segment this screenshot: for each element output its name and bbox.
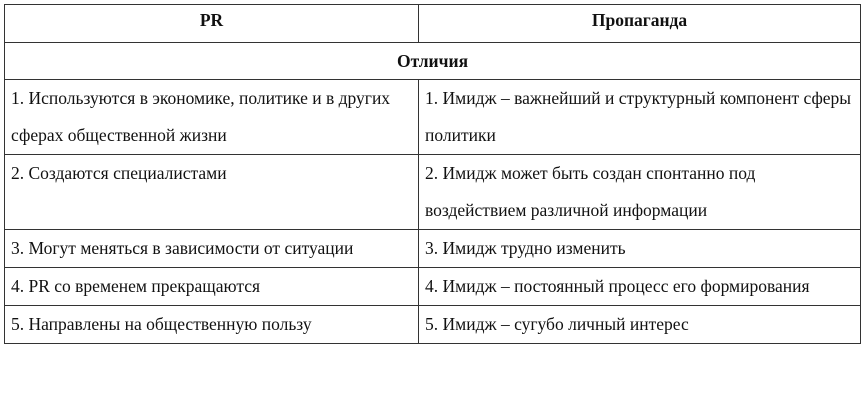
cell-text: 2. Создаются специалистами: [11, 163, 227, 183]
section-label: Отличия: [5, 43, 861, 80]
cell-text: 4. PR со временем прекращаются: [11, 276, 261, 296]
section-row: [5, 43, 861, 80]
table-row: [5, 80, 861, 155]
header-cell-propaganda: Пропаганда: [419, 5, 861, 43]
cell-right: [419, 155, 861, 230]
header-cell-pr: PR: [5, 5, 419, 43]
cell-text: 4. Имидж – постоянный процесс его формирования: [425, 276, 810, 296]
cell-left: [5, 155, 419, 230]
cell-text: 5. Имидж – сугубо личный интерес: [425, 314, 689, 334]
cell-text: 2. Имидж может быть создан спонтанно под воздействием различной информации: [425, 163, 756, 220]
cell-right: [419, 80, 861, 155]
cell-text: 3. Могут меняться в зависимости от ситуации: [11, 238, 354, 258]
header-row: [5, 5, 861, 43]
table-row: [5, 268, 861, 306]
cell-left: [5, 306, 419, 344]
comparison-table: [4, 4, 861, 344]
cell-text: 3. Имидж трудно изменить: [425, 238, 626, 258]
cell-left: [5, 80, 419, 155]
cell-left: [5, 230, 419, 268]
cell-right: [419, 230, 861, 268]
cell-text: 1. Используются в экономике, политике и в других сферах общественной жизни: [11, 88, 391, 145]
cell-text: 5. Направлены на общественную пользу: [11, 314, 312, 334]
cell-right: [419, 306, 861, 344]
table-row: [5, 155, 861, 230]
table-row: [5, 230, 861, 268]
table-row: [5, 306, 861, 344]
cell-text: 1. Имидж – важнейший и структурный компонент сферы политики: [425, 88, 852, 145]
cell-left: [5, 268, 419, 306]
cell-right: [419, 268, 861, 306]
